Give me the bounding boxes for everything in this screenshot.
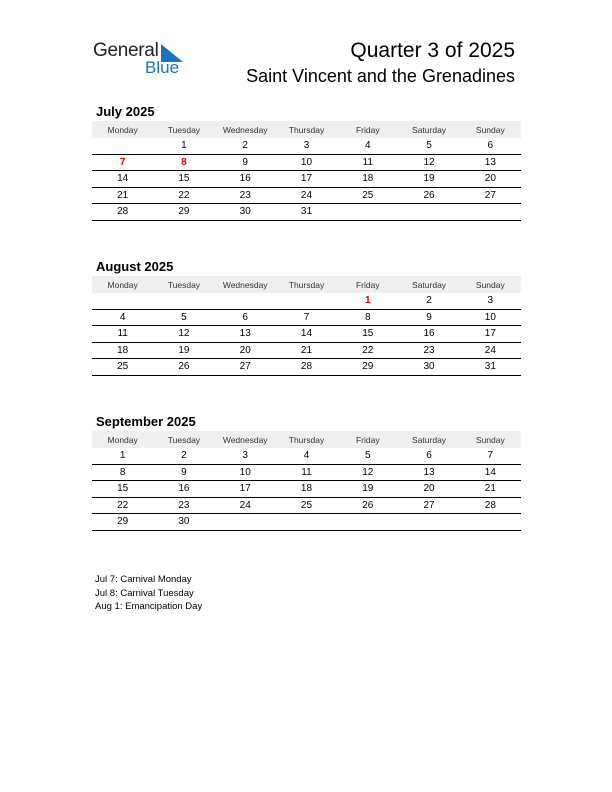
day-cell: 14 xyxy=(300,328,313,340)
day-cell: 4 xyxy=(303,450,310,462)
week-row xyxy=(92,171,521,188)
day-cell: 30 xyxy=(178,516,190,528)
day-cell: 23 xyxy=(239,189,251,201)
day-cell: 19 xyxy=(423,173,435,185)
day-cell: 22 xyxy=(362,344,374,356)
day-cell: 4 xyxy=(119,311,126,323)
day-cell: 11 xyxy=(362,156,373,168)
day-cell: 27 xyxy=(239,361,251,373)
day-cell: 9 xyxy=(181,466,187,478)
week-row xyxy=(92,188,521,205)
day-cell: 2 xyxy=(426,295,432,307)
week-row xyxy=(92,465,521,482)
week-row xyxy=(92,155,521,172)
day-cell: 3 xyxy=(303,140,310,152)
weekday-label: Monday xyxy=(107,279,138,290)
day-cell: 18 xyxy=(362,173,374,185)
month-calendar xyxy=(92,103,521,221)
page-title: Quarter 3 of 2025 xyxy=(350,39,515,62)
day-cell: 10 xyxy=(239,466,251,478)
day-cell: 24 xyxy=(239,499,251,511)
weekday-label: Wednesday xyxy=(222,279,268,290)
weekday-label: Thursday xyxy=(288,124,325,135)
day-cell: 6 xyxy=(487,140,494,152)
week-row xyxy=(92,448,521,465)
week-row xyxy=(92,514,521,531)
weekday-label: Saturday xyxy=(412,434,447,445)
month-calendar xyxy=(92,258,521,376)
weekday-label: Friday xyxy=(355,434,380,445)
day-cell: 20 xyxy=(484,173,496,185)
day-cell: 15 xyxy=(117,483,129,495)
day-cell: 7 xyxy=(487,450,494,462)
day-cell: 29 xyxy=(117,516,129,528)
month-title: July 2025 xyxy=(96,104,155,119)
day-cell: 18 xyxy=(117,344,129,356)
day-cell: 29 xyxy=(362,361,374,373)
week-row xyxy=(92,481,521,498)
week-row xyxy=(92,310,521,327)
day-cell: 10 xyxy=(300,156,313,168)
day-cell: 3 xyxy=(487,295,494,307)
brand-blue: Blue xyxy=(145,58,180,77)
day-cell: 22 xyxy=(178,189,190,201)
day-cell: 21 xyxy=(300,344,313,356)
day-cell: 20 xyxy=(239,344,251,356)
day-cell: 15 xyxy=(178,173,190,185)
weekday-label: Friday xyxy=(355,124,380,135)
day-cell: 17 xyxy=(300,173,313,185)
weekday-label: Thursday xyxy=(288,434,325,445)
day-cell: 17 xyxy=(239,483,251,495)
weekday-label: Monday xyxy=(107,124,138,135)
note-item: Aug 1: Emancipation Day xyxy=(95,601,203,612)
day-cell: 21 xyxy=(484,483,496,495)
day-cell: 8 xyxy=(181,156,187,168)
week-row xyxy=(92,326,521,343)
day-cell: 26 xyxy=(362,499,374,511)
day-cell: 2 xyxy=(181,450,187,462)
day-cell: 3 xyxy=(242,450,248,462)
note-item: Jul 8: Carnival Tuesday xyxy=(95,587,194,599)
day-cell: 16 xyxy=(178,483,190,495)
day-cell: 6 xyxy=(242,311,248,323)
day-cell: 24 xyxy=(300,189,313,201)
day-cell: 8 xyxy=(364,311,371,323)
day-cell: 5 xyxy=(426,140,432,152)
day-cell: 30 xyxy=(423,361,435,373)
day-cell: 31 xyxy=(484,361,496,373)
day-cell: 1 xyxy=(364,295,371,307)
day-cell: 26 xyxy=(178,361,190,373)
day-cell: 16 xyxy=(423,328,435,340)
weekday-label: Monday xyxy=(107,434,138,445)
day-cell: 11 xyxy=(301,466,312,478)
page-subtitle: Saint Vincent and the Grenadines xyxy=(246,66,515,86)
weekday-label: Saturday xyxy=(412,279,447,290)
weekday-label: Sunday xyxy=(475,124,505,135)
day-cell: 20 xyxy=(423,483,435,495)
weekday-label: Saturday xyxy=(412,124,447,135)
day-cell: 11 xyxy=(117,328,128,340)
day-cell: 12 xyxy=(423,156,435,168)
week-row xyxy=(92,293,521,310)
day-cell: 13 xyxy=(484,156,496,168)
day-cell: 19 xyxy=(362,483,374,495)
day-cell: 5 xyxy=(364,450,371,462)
day-cell: 26 xyxy=(423,189,435,201)
day-cell: 14 xyxy=(484,466,496,478)
day-cell: 7 xyxy=(303,311,310,323)
day-cell: 10 xyxy=(484,311,496,323)
day-cell: 27 xyxy=(423,499,435,511)
holiday-notes xyxy=(95,573,202,614)
day-cell: 8 xyxy=(119,466,126,478)
day-cell: 16 xyxy=(239,173,251,185)
weekday-header xyxy=(92,121,521,138)
weekday-label: Wednesday xyxy=(222,124,268,135)
day-cell: 18 xyxy=(300,483,313,495)
day-cell: 19 xyxy=(178,344,190,356)
day-cell: 30 xyxy=(239,206,251,218)
brand-general: General xyxy=(93,40,159,61)
week-row xyxy=(92,498,521,515)
day-cell: 15 xyxy=(362,328,374,340)
day-cell: 4 xyxy=(364,140,371,152)
day-cell: 5 xyxy=(181,311,187,323)
month-title: September 2025 xyxy=(96,414,196,429)
weekday-label: Friday xyxy=(355,279,380,290)
day-cell: 23 xyxy=(178,499,190,511)
day-cell: 27 xyxy=(484,189,496,201)
day-cell: 21 xyxy=(117,189,129,201)
week-row xyxy=(92,359,521,376)
brand-logo xyxy=(93,40,193,80)
day-cell: 31 xyxy=(300,206,313,218)
month-calendar xyxy=(92,413,521,531)
weekday-header xyxy=(92,431,521,448)
day-cell: 25 xyxy=(117,361,129,373)
day-cell: 28 xyxy=(117,206,129,218)
day-cell: 29 xyxy=(178,206,190,218)
week-row xyxy=(92,138,521,155)
day-cell: 9 xyxy=(242,156,248,168)
weekday-label: Tuesday xyxy=(167,279,201,290)
day-cell: 13 xyxy=(239,328,251,340)
weekday-header xyxy=(92,276,521,293)
day-cell: 13 xyxy=(423,466,435,478)
week-row xyxy=(92,204,521,221)
day-cell: 25 xyxy=(362,189,374,201)
week-row xyxy=(92,343,521,360)
day-cell: 17 xyxy=(484,328,496,340)
weekday-label: Tuesday xyxy=(167,124,201,135)
day-cell: 28 xyxy=(484,499,496,511)
day-cell: 1 xyxy=(181,140,187,152)
note-item: Jul 7: Carnival Monday xyxy=(95,574,192,585)
day-cell: 28 xyxy=(300,361,313,373)
day-cell: 9 xyxy=(426,311,432,323)
weekday-label: Tuesday xyxy=(167,434,201,445)
day-cell: 6 xyxy=(426,450,432,462)
weekday-label: Thursday xyxy=(288,279,325,290)
day-cell: 12 xyxy=(178,328,190,340)
month-title: August 2025 xyxy=(96,259,174,274)
day-cell: 25 xyxy=(300,499,313,511)
day-cell: 12 xyxy=(362,466,374,478)
weekday-label: Wednesday xyxy=(222,434,268,445)
day-cell: 22 xyxy=(117,499,129,511)
day-cell: 2 xyxy=(242,140,248,152)
day-cell: 23 xyxy=(423,344,435,356)
day-cell: 1 xyxy=(119,450,126,462)
day-cell: 7 xyxy=(119,156,126,168)
weekday-label: Sunday xyxy=(475,279,505,290)
weekday-label: Sunday xyxy=(475,434,505,445)
day-cell: 14 xyxy=(117,173,129,185)
day-cell: 24 xyxy=(484,344,496,356)
